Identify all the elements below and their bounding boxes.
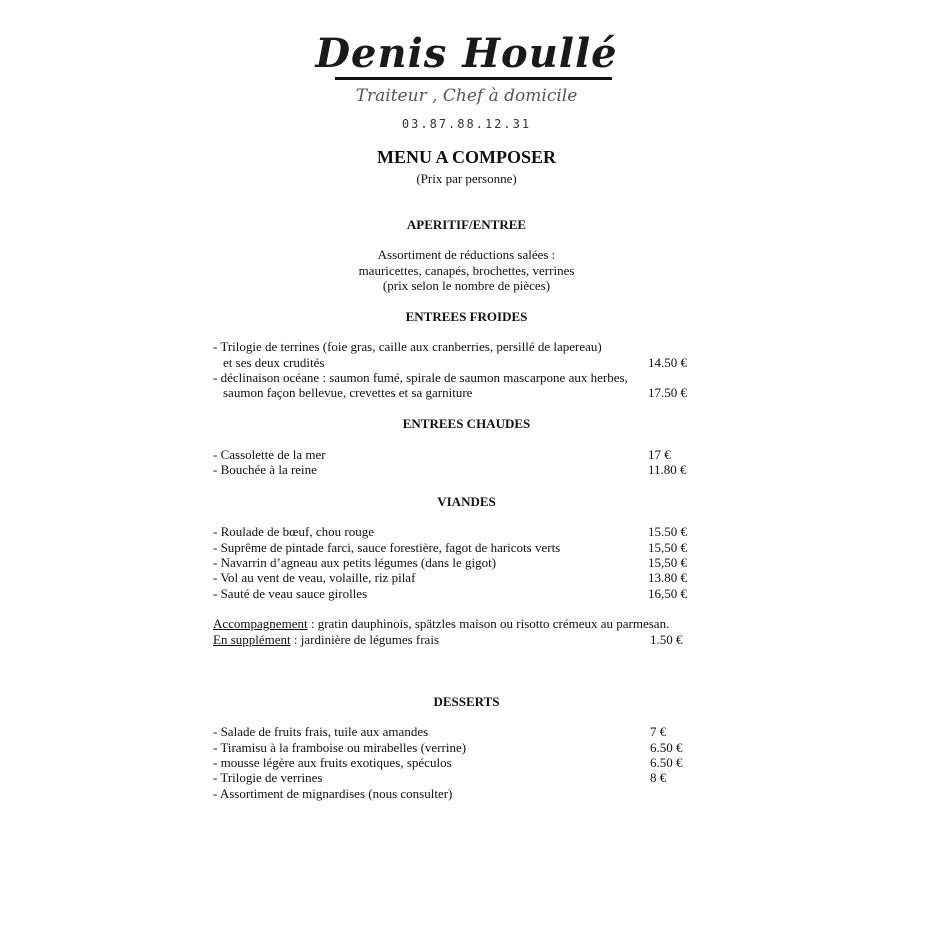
menu-item-price: 13.80 € xyxy=(648,570,687,585)
menu-item-price: 8 € xyxy=(650,770,667,785)
aperitif-line: (prix selon le nombre de pièces) xyxy=(382,278,551,293)
menu-item-label: - Cassolette de la mer xyxy=(213,447,326,462)
menu-item-label: - Navarrin d’agneau aux petits légumes (dans le gigot) xyxy=(213,555,497,570)
menu-item-price: 7 € xyxy=(650,724,667,739)
menu-item-label-cont: saumon façon bellevue, crevettes et sa garniture xyxy=(223,385,473,400)
section-title-entrees-froides: ENTREES FROIDES xyxy=(405,309,528,324)
menu-item-label: - Trilogie de terrines (foie gras, caille aux cranberries, persillé de lapereau) xyxy=(213,339,602,354)
menu-item-label: - Bouchée à la reine xyxy=(213,462,317,477)
menu-item-price: 16,50 € xyxy=(648,586,687,601)
menu-item-price: 15,50 € xyxy=(648,555,687,570)
page-title: MENU A COMPOSER xyxy=(376,147,556,167)
supplement-text: : jardinière de légumes frais xyxy=(290,632,439,647)
menu-item-label: - Suprême de pintade farci, sauce forestière, fagot de haricots verts xyxy=(213,540,561,555)
accompagnement-label: Accompagnement xyxy=(213,616,308,631)
accompagnement-text: : gratin dauphinois, spätzles maison ou risotto crémeux au parmesan. xyxy=(307,616,670,631)
menu-item-price: 14.50 € xyxy=(648,355,687,370)
menu-item-label: - Sauté de veau sauce girolles xyxy=(213,586,368,601)
phone-number: 03.87.88.12.31 xyxy=(401,117,532,131)
logo-subtitle: Traiteur , Chef à domicile xyxy=(355,86,578,106)
menu-item-label: - Roulade de bœuf, chou rouge xyxy=(213,524,375,539)
menu-item-label: - Trilogie de verrines xyxy=(213,770,323,785)
menu-item-price: 11.80 € xyxy=(648,462,687,477)
menu-item-price: 17 € xyxy=(648,447,671,462)
aperitif-line: mauricettes, canapés, brochettes, verrines xyxy=(358,263,575,278)
menu-item-label: - mousse légère aux fruits exotiques, spéculos xyxy=(213,755,452,770)
menu-item-label: - Salade de fruits frais, tuile aux amandes xyxy=(213,724,429,739)
aperitif-line: Assortiment de réductions salées : xyxy=(377,247,556,262)
menu-item-label: - Tiramisu à la framboise ou mirabelles (verrine) xyxy=(213,740,467,755)
page-subtitle: (Prix par personne) xyxy=(416,171,517,186)
menu-item-price: 17.50 € xyxy=(648,385,687,400)
logo-underline xyxy=(335,77,612,80)
menu-item-price: 6.50 € xyxy=(650,755,683,770)
menu-item-label: - Vol au vent de veau, volaille, riz pilaf xyxy=(213,570,416,585)
section-title-viandes: VIANDES xyxy=(437,494,496,509)
menu-item-label: - déclinaison océane : saumon fumé, spirale de saumon mascarpone aux herbes, xyxy=(213,370,628,385)
menu-item-price: 6.50 € xyxy=(650,740,683,755)
menu-item-label-cont: et ses deux crudités xyxy=(223,355,325,370)
supplement-price: 1.50 € xyxy=(650,632,683,647)
menu-item-price: 15.50 € xyxy=(648,524,687,539)
logo-name: Denis Houllé xyxy=(315,30,618,77)
section-title-aperitif: APERITIF/ENTREE xyxy=(406,217,527,232)
supplement-label: En supplément xyxy=(213,632,291,647)
accompagnement-line xyxy=(213,616,669,632)
section-title-desserts: DESSERTS xyxy=(433,694,500,709)
menu-item-price: 15,50 € xyxy=(648,540,687,555)
supplement-line xyxy=(213,632,439,648)
section-title-entrees-chaudes: ENTREES CHAUDES xyxy=(402,416,531,431)
menu-item-label: - Assortiment de mignardises (nous consulter) xyxy=(213,786,453,801)
